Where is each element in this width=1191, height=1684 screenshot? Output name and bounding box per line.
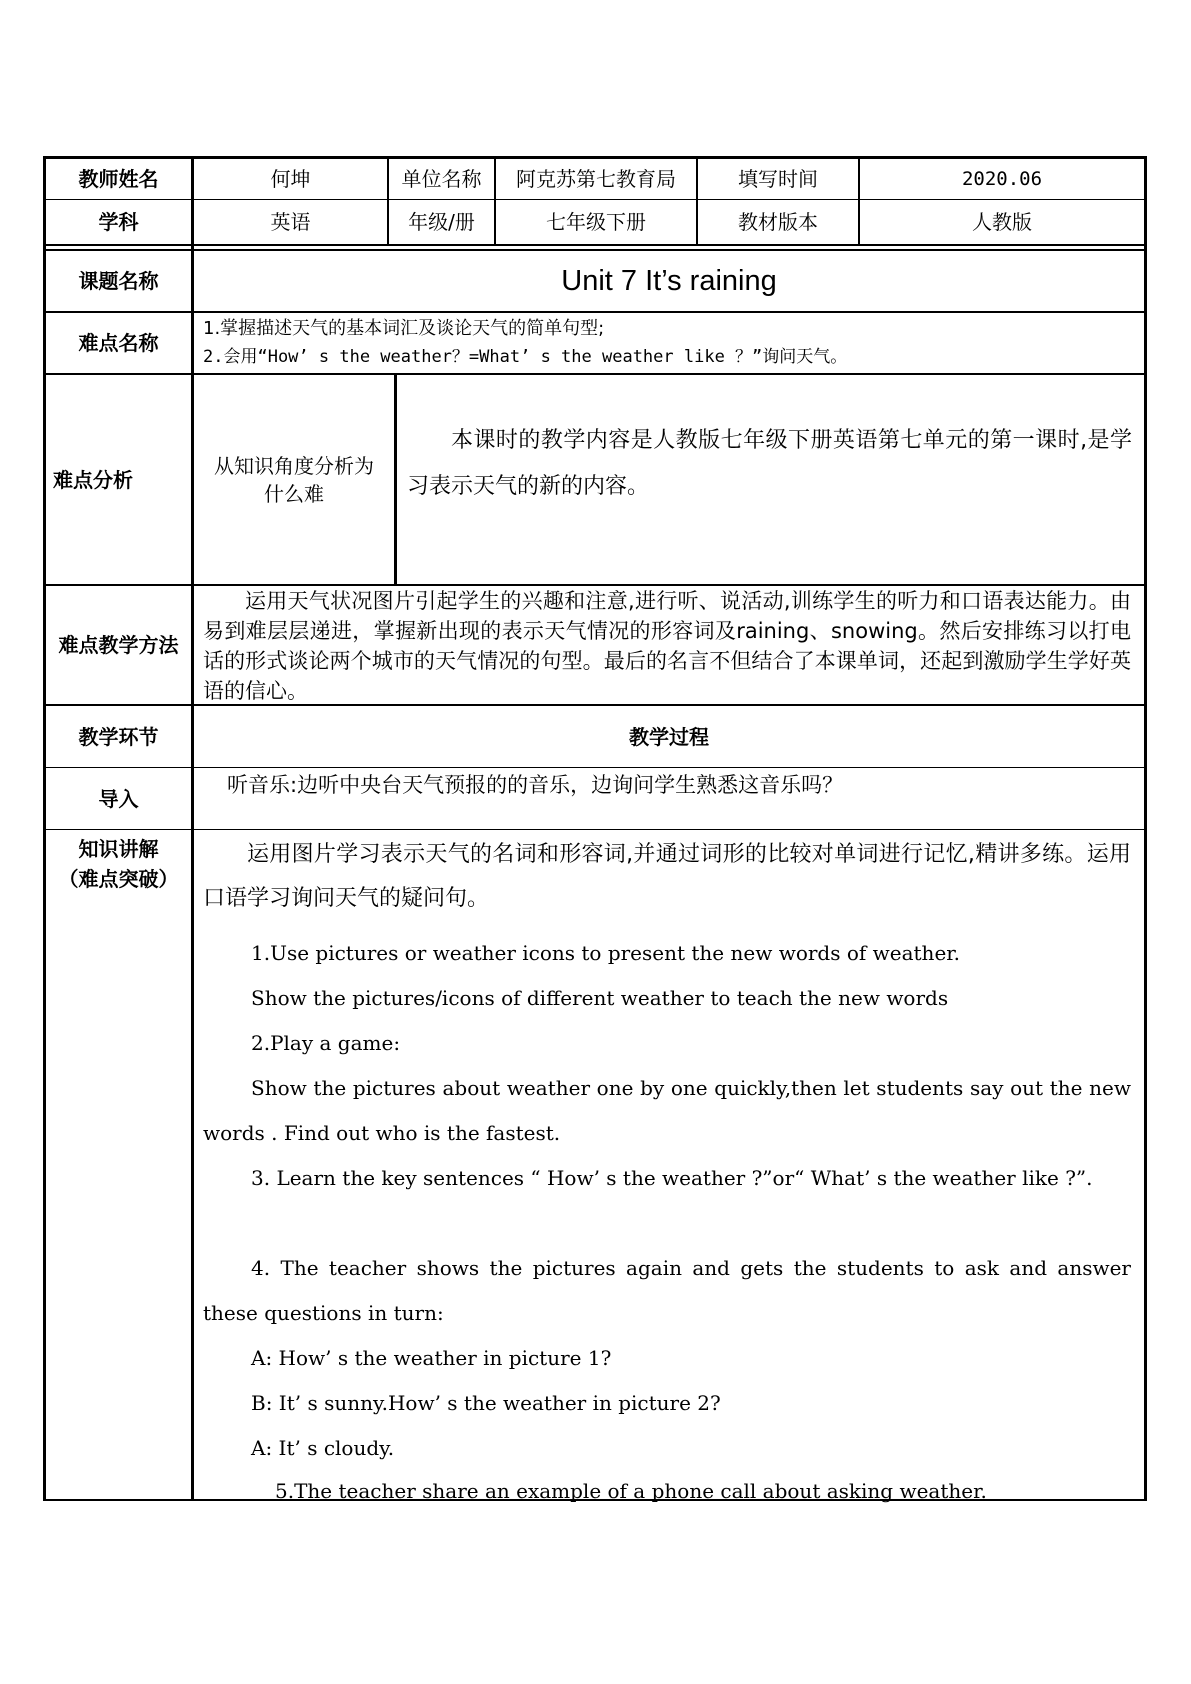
teacher-name-value: 何坤 — [270, 167, 311, 191]
intro-label: 导入 — [98, 786, 139, 811]
subject-value: 英语 — [270, 210, 311, 234]
knowledge-label — [46, 834, 191, 894]
method-label: 难点教学方法 — [58, 633, 179, 657]
knowledge-step-4: 4. The teacher shows the pictures again and gets the students to ask and answer these questions in turn: — [203, 1256, 1131, 1325]
difficulty-item-2: 2.会用“How’ s the weather？=What’ s the weather like ？”询问天气。 — [203, 347, 848, 367]
edition-value: 人教版 — [972, 210, 1032, 234]
lesson-plan-table — [43, 156, 1147, 1501]
difficulty-item-1: 1.掌握描述天气的基本词汇及谈论天气的简单句型; — [203, 318, 605, 339]
knowledge-step-2: 2.Play a game: — [251, 1031, 401, 1055]
unit-name-value: 阿克苏第七教育局 — [516, 167, 676, 191]
intro-text: 听音乐:边听中央台天气预报的的音乐，边询问学生熟悉这音乐吗？ — [227, 773, 844, 797]
unit-name-label: 单位名称 — [401, 167, 482, 191]
fill-date-value: 2020.06 — [961, 168, 1043, 190]
difficulty-label: 难点名称 — [78, 331, 159, 355]
stage-header: 教学环节 — [78, 724, 159, 749]
grade-value: 七年级下册 — [546, 210, 646, 234]
fill-date-label: 填写时间 — [738, 167, 818, 191]
topic-label: 课题名称 — [78, 269, 159, 293]
knowledge-intro: 运用图片学习表示天气的名词和形容词,并通过词形的比较对单词进行记忆,精讲多练。运用口语学习询问天气的疑问句。 — [203, 842, 1131, 911]
knowledge-label-line2: （难点突破） — [58, 867, 179, 891]
analysis-label: 难点分析 — [53, 467, 133, 492]
edition-label: 教材版本 — [738, 210, 818, 234]
grade-label: 年级/册 — [408, 210, 475, 234]
knowledge-label-line1: 知识讲解 — [78, 837, 159, 861]
analysis-text: 本课时的教学内容是人教版七年级下册英语第七单元的第一课时,是学习表示天气的新的内容。 — [407, 428, 1132, 499]
dialogue-line-2: B: It’ s sunny.How’ s the weather in picture 2? — [251, 1391, 721, 1415]
topic-title: Unit 7 It’s raining — [561, 265, 777, 297]
knowledge-step-1-detail: Show the pictures/icons of different weather to teach the new words — [251, 986, 949, 1010]
knowledge-step-3: 3. Learn the key sentences “ How’ s the weather ?”or“ What’ s the weather like ?”. — [251, 1166, 1093, 1190]
difficulty-list — [203, 315, 1133, 371]
knowledge-step-1: 1.Use pictures or weather icons to present the new words of weather. — [251, 941, 960, 965]
dialogue-line-3: A: It’ s cloudy. — [251, 1436, 395, 1460]
method-text: 运用天气状况图片引起学生的兴趣和注意,进行听、说活动,训练学生的听力和口语表达能力。由易到难层层递进，掌握新出现的表示天气情况的形容词及raining、snowing。然后安排练习以打电话的形式谈论两个城市的天气情况的句型。最后的名言不但结合了本课单词，还起到激励学生学好英语的信心。 — [203, 589, 1131, 703]
dialogue-line-1: A: How’ s the weather in picture 1? — [251, 1346, 612, 1370]
analysis-sub-label: 从知识角度分析为什么难 — [214, 453, 374, 506]
teacher-name-label: 教师姓名 — [78, 167, 159, 191]
process-header: 教学过程 — [629, 724, 709, 749]
knowledge-step-5: 5.The teacher share an example of a phone call about asking weather. — [275, 1479, 987, 1503]
knowledge-step-2-detail: Show the pictures about weather one by one quickly,then let students say out the new words . Find out who is the fastest. — [203, 1076, 1131, 1145]
subject-label: 学科 — [98, 210, 139, 234]
